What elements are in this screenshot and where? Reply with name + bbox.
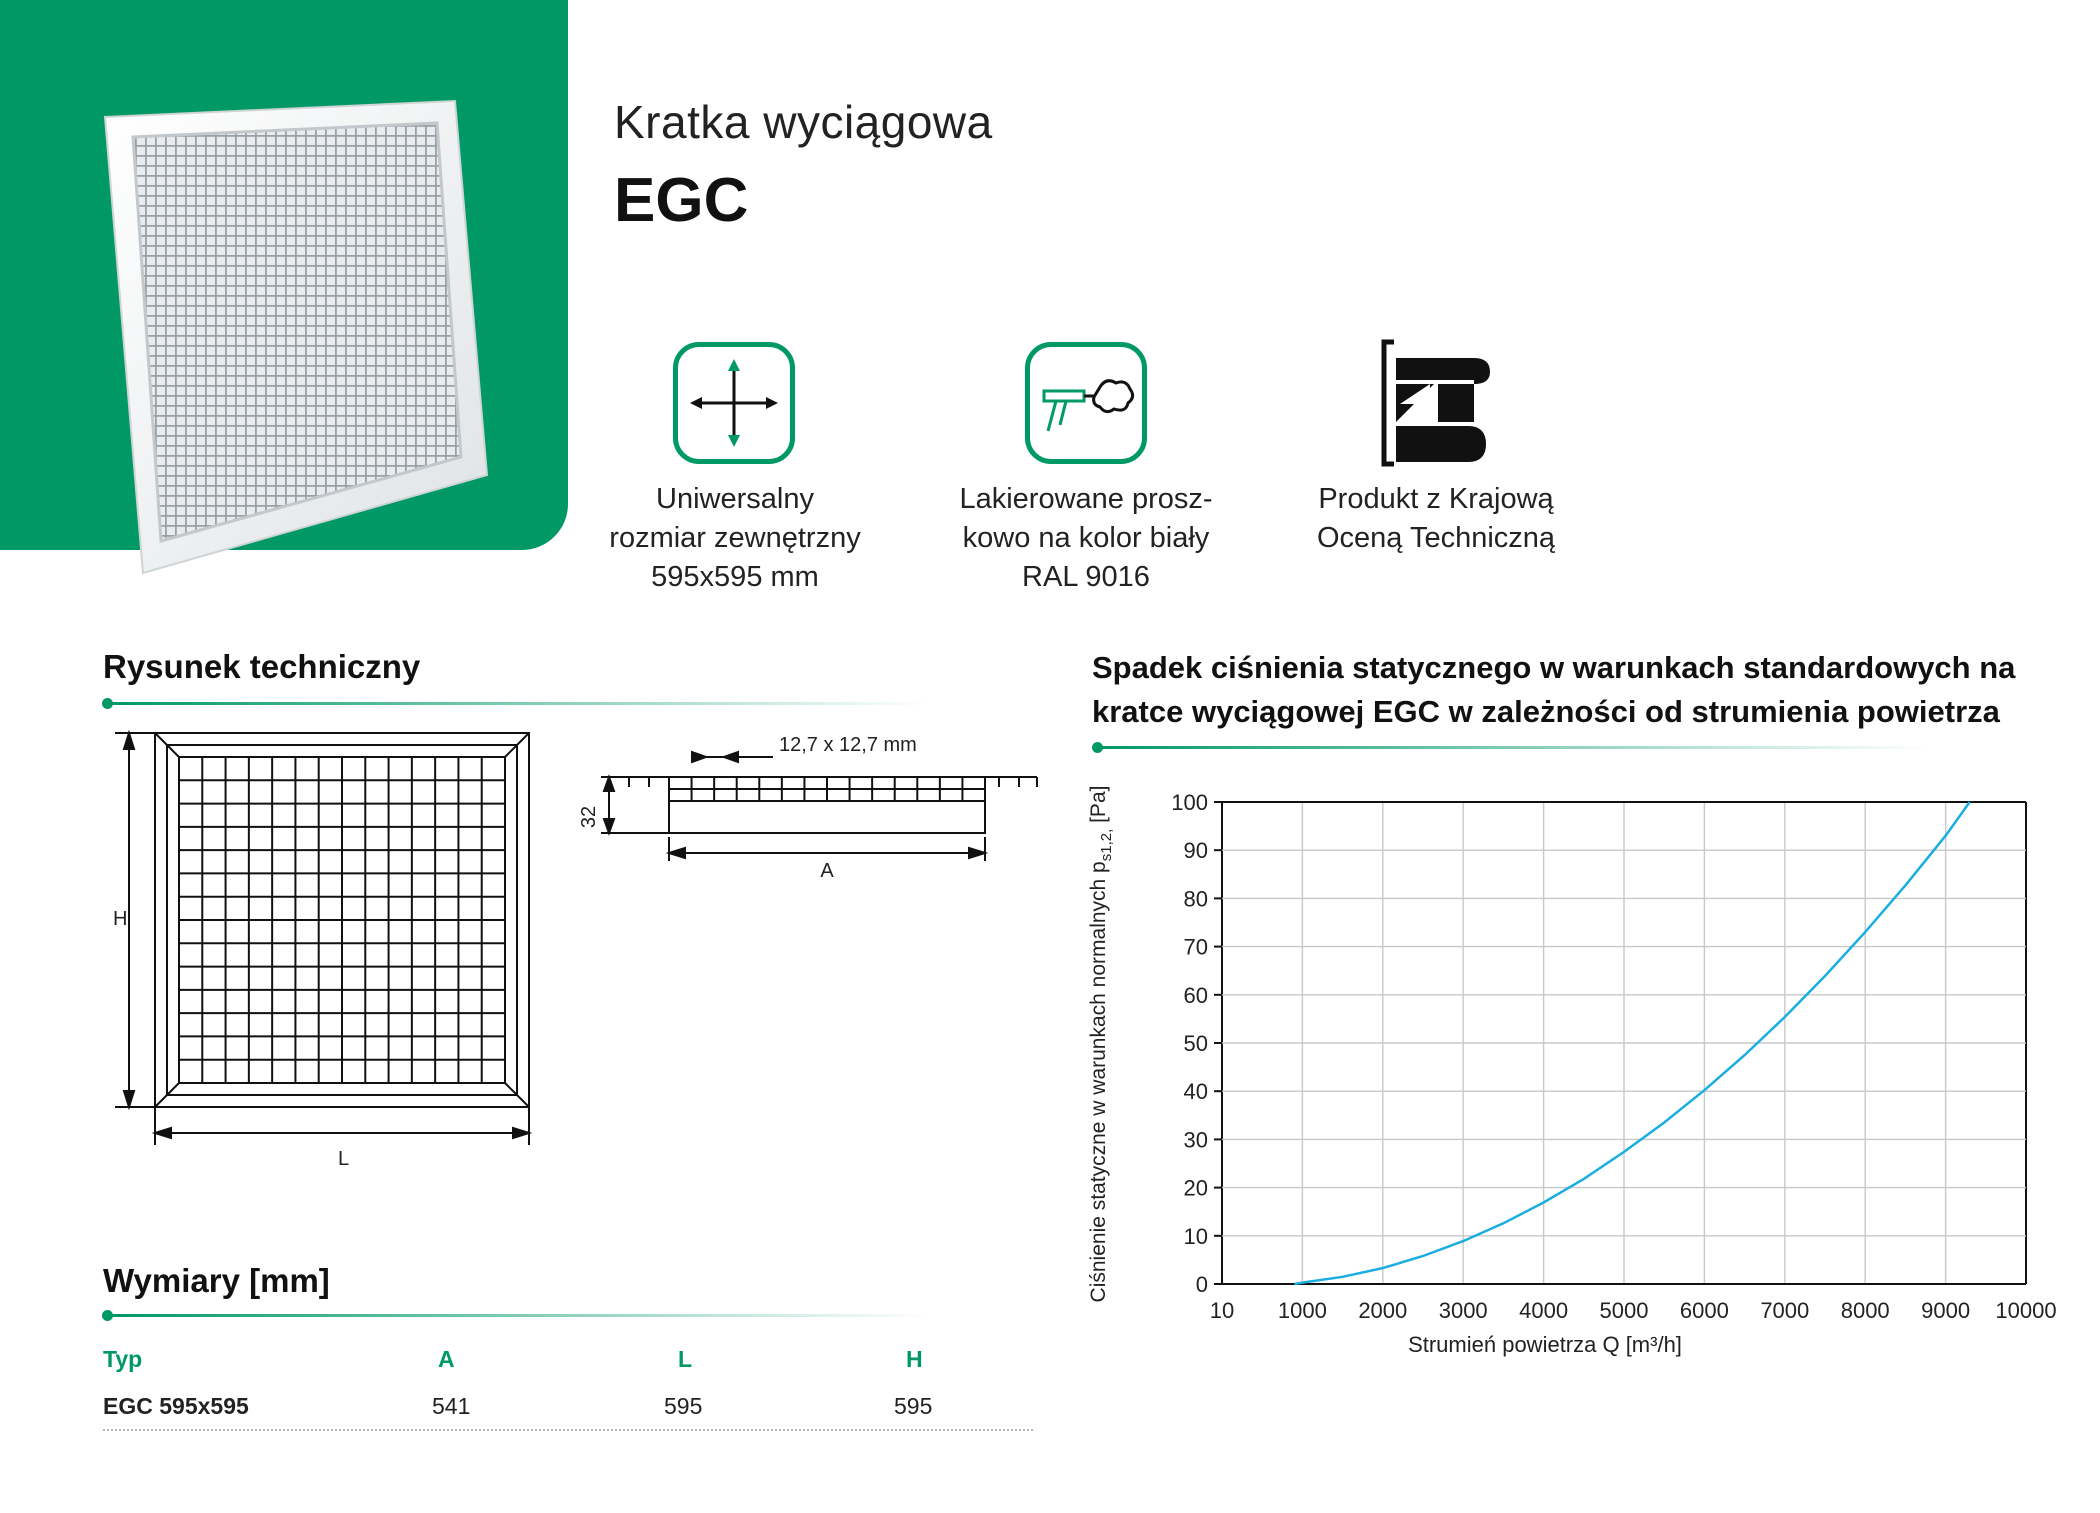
chart-x-tick-label: 5000 <box>1599 1298 1649 1323</box>
product-title: EGC <box>614 166 749 235</box>
chart-y-tick-label: 80 <box>1183 886 1208 912</box>
chart-y-axis-label-unit: [Pa] <box>1087 785 1110 829</box>
chart-y-tick-label: 70 <box>1183 934 1208 960</box>
label-h: H <box>113 908 128 930</box>
table-header-l: L <box>678 1346 693 1372</box>
chart-y-tick-label: 60 <box>1183 982 1208 1008</box>
chart-x-tick-labels <box>1210 1298 2057 1323</box>
chart-y-axis-label-main: Ciśnienie statyczne w warunkach normalnych p <box>1087 861 1110 1303</box>
table-header-h: H <box>906 1346 923 1372</box>
chart-title <box>1092 646 2015 734</box>
feature-size-line-1: Uniwersalny <box>656 483 814 515</box>
chart-y-tick-label: 40 <box>1183 1079 1208 1105</box>
chart-x-tick-label: 10 <box>1209 1298 1235 1323</box>
feature-certification-text <box>1276 480 1596 558</box>
label-l: L <box>338 1148 350 1170</box>
table-row-divider <box>103 1429 1033 1431</box>
chart-y-tick-label: 100 <box>1171 790 1208 815</box>
chart-grid <box>1214 802 2026 1284</box>
chart-x-tick-label: 6000 <box>1679 1298 1729 1323</box>
feature-coating-line-3: RAL 9016 <box>1022 561 1150 593</box>
feature-coating-line-2: kowo na kolor biały <box>962 522 1210 554</box>
chart-y-axis-label-subscript: s1,2, <box>1098 828 1115 862</box>
chart-x-tick-label: 7000 <box>1760 1298 1810 1323</box>
chart-y-tick-label: 10 <box>1183 1223 1208 1249</box>
four-way-arrows-icon <box>673 342 795 464</box>
pressure-drop-chart <box>1080 770 2057 1370</box>
spray-gun-icon <box>1025 342 1147 464</box>
chart-x-tick-label: 9000 <box>1921 1298 1971 1323</box>
dimensions-title: Wymiary [mm] <box>103 1262 330 1299</box>
chart-x-tick-label: 4000 <box>1519 1298 1569 1323</box>
chart-y-tick-labels <box>1171 790 1208 1297</box>
feature-size-text <box>575 480 895 597</box>
chart-x-tick-label: 8000 <box>1840 1298 1890 1323</box>
feature-coating-text <box>926 480 1246 597</box>
chart-y-tick-label: 30 <box>1183 1127 1208 1153</box>
table-cell-type: EGC 595x595 <box>103 1393 249 1419</box>
technical-drawing-title: Rysunek techniczny <box>103 648 421 685</box>
product-photo <box>95 95 515 595</box>
section-underline <box>108 1314 928 1317</box>
table-cell-l: 595 <box>664 1393 703 1419</box>
chart-x-tick-label: 3000 <box>1438 1298 1488 1323</box>
chart-x-tick-label: 2000 <box>1358 1298 1408 1323</box>
table-header-a: A <box>438 1346 455 1372</box>
product-subtitle: Kratka wyciągowa <box>614 96 993 148</box>
itb-certification-logo <box>1378 338 1494 468</box>
chart-title-line-2: kratce wyciągowej EGC w zależności od strumienia powietrza <box>1092 694 2000 729</box>
chart-y-tick-label: 90 <box>1183 838 1208 864</box>
feature-certification-line-1: Produkt z Krajową <box>1318 483 1554 515</box>
chart-x-axis-label: Strumień powietrza Q [m³/h] <box>1408 1332 1682 1357</box>
section-underline <box>108 702 928 705</box>
chart-x-tick-label: 1000 <box>1277 1298 1327 1323</box>
table-cell-a: 541 <box>432 1393 471 1419</box>
label-a: A <box>820 860 834 882</box>
front-view-drawing <box>105 725 545 1170</box>
label-cell-size: 12,7 x 12,7 mm <box>779 734 917 756</box>
table-cell-h: 595 <box>894 1393 933 1419</box>
table-header-type: Typ <box>103 1346 143 1372</box>
chart-title-line-1: Spadek ciśnienia statycznego w warunkach standardowych na <box>1092 650 2016 685</box>
label-32: 32 <box>578 805 600 829</box>
feature-coating-line-1: Lakierowane prosz- <box>959 483 1213 515</box>
chart-y-tick-label: 50 <box>1183 1031 1208 1056</box>
section-view-drawing <box>565 725 1045 895</box>
feature-size-line-2: rozmiar zewnętrzny <box>609 522 861 554</box>
feature-certification-line-2: Oceną Techniczną <box>1316 522 1556 554</box>
section-underline <box>1098 746 1928 749</box>
chart-y-tick-label: 0 <box>1195 1272 1208 1297</box>
chart-y-axis-label <box>1087 786 1115 1303</box>
feature-size-line-3: 595x595 mm <box>651 561 819 593</box>
chart-y-tick-label: 20 <box>1183 1175 1208 1201</box>
chart-x-tick-label: 10000 <box>1995 1298 2057 1323</box>
